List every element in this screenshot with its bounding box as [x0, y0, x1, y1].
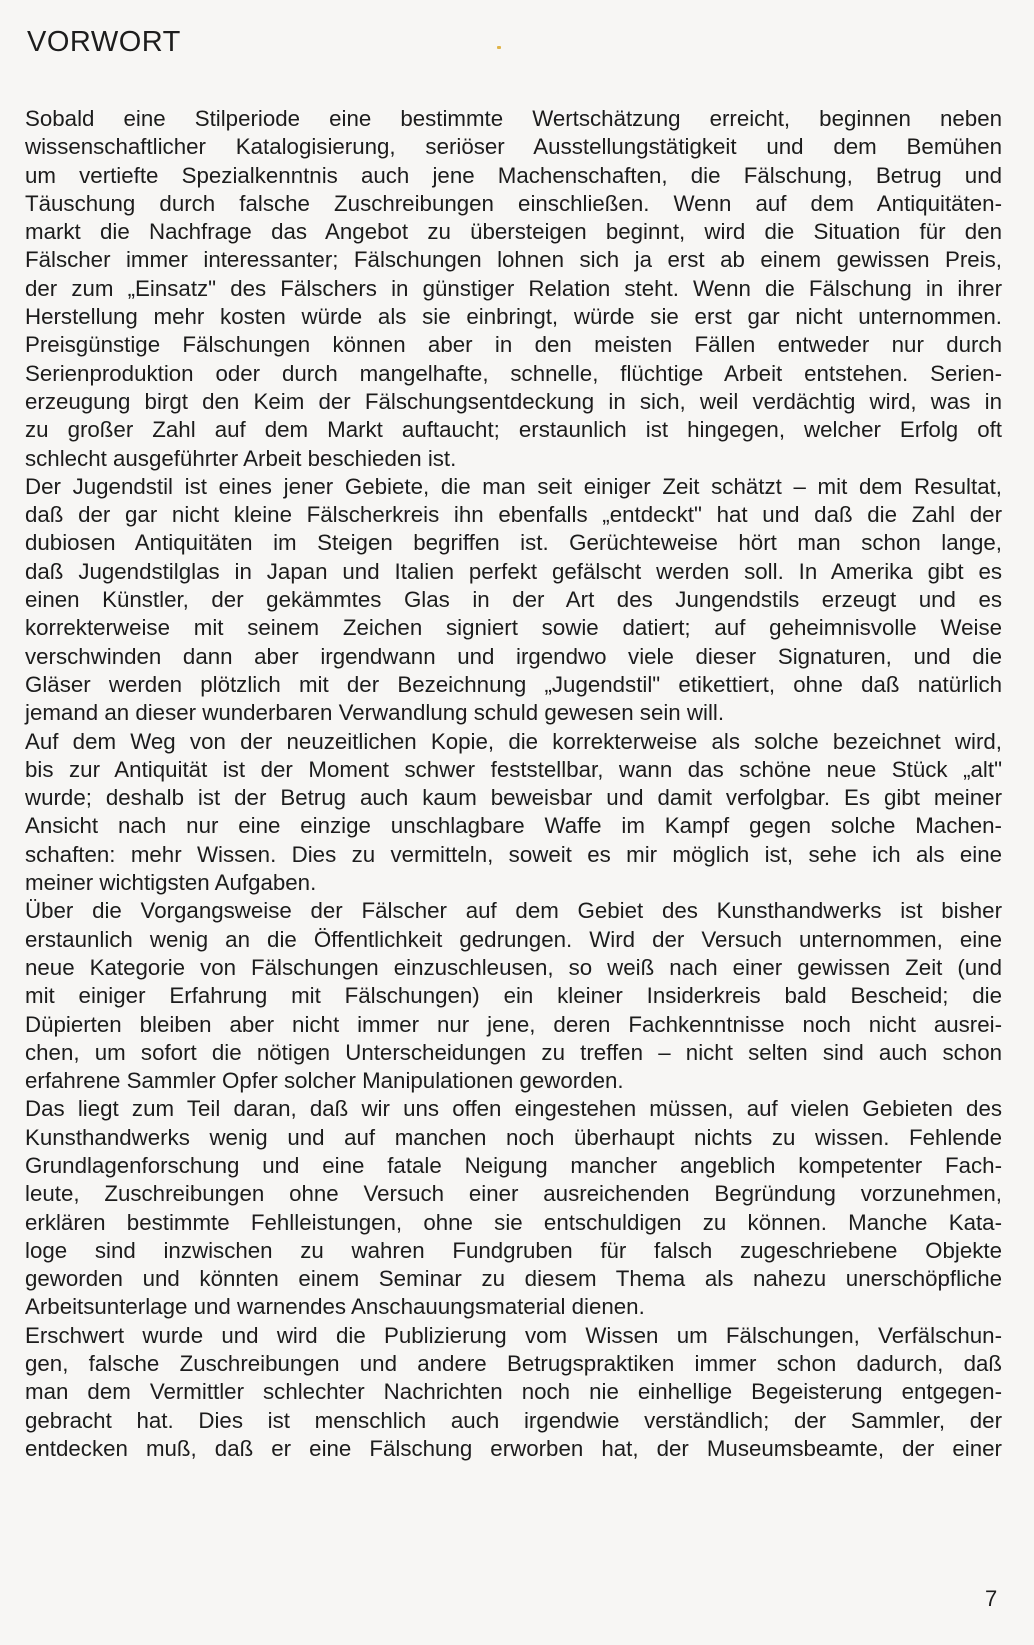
- text-line: Täuschung durch falsche Zuschreibungen einschließen. Wenn auf dem Antiquitäten-: [25, 190, 1002, 216]
- text-line: wurde; deshalb ist der Betrug auch kaum beweisbar und damit verfolgbar. Es gibt meiner: [25, 785, 1002, 811]
- text-line: Auf dem Weg von der neuzeitlichen Kopie, die korrekterweise als solche bezeichnet wird,: [25, 728, 1002, 754]
- text-line: Herstellung mehr kosten würde als sie einbringt, würde sie erst gar nicht unternommen.: [25, 304, 1002, 330]
- text-line: Preisgünstige Fälschungen können aber in den meisten Fällen entweder nur durch: [25, 332, 1002, 358]
- print-speck: [497, 46, 501, 49]
- text-line: bis zur Antiquität ist der Moment schwer feststellbar, wann das schöne neue Stück „alt": [25, 756, 1002, 782]
- text-line: Düpierten bleiben aber nicht immer nur jene, deren Fachkenntnisse noch nicht ausrei-: [25, 1011, 1002, 1037]
- text-line: Serienproduktion oder durch mangelhafte, schnelle, flüchtige Arbeit entstehen. Serien-: [25, 360, 1002, 386]
- text-line: daß Jugendstilglas in Japan und Italien perfekt gefälscht werden soll. In Amerika gibt es: [25, 558, 1002, 584]
- text-line: verschwinden dann aber irgendwann und irgendwo viele dieser Signaturen, und die: [25, 643, 1002, 669]
- text-line: Sobald eine Stilperiode eine bestimmte Wertschätzung erreicht, beginnen neben: [25, 106, 1002, 131]
- text-line: meiner wichtigsten Aufgaben.: [25, 870, 317, 896]
- text-line: Arbeitsunterlage und warnendes Anschauungsmaterial dienen.: [25, 1294, 645, 1320]
- text-line: Erschwert wurde und wird die Publizierung vom Wissen um Fälschungen, Verfälschun-: [25, 1322, 1002, 1348]
- text-line: man dem Vermittler schlechter Nachrichten noch nie einhellige Begeisterung entgegen-: [25, 1379, 1002, 1405]
- text-line: erstaunlich wenig an die Öffentlichkeit gedrungen. Wird der Versuch unternommen, eine: [25, 926, 1002, 952]
- text-line: um vertiefte Spezialkenntnis auch jene Machenschaften, die Fälschung, Betrug und: [25, 162, 1002, 188]
- page-number: 7: [985, 1586, 998, 1611]
- text-line: leute, Zuschreibungen ohne Versuch einer ausreichenden Begründung vorzunehmen,: [25, 1181, 1002, 1207]
- page-title: VORWORT: [27, 26, 181, 58]
- text-line: Grundlagenforschung und eine fatale Neigung mancher angeblich kompetenter Fach-: [25, 1152, 1002, 1178]
- text-line: wissenschaftlicher Katalogisierung, seriöser Ausstellungstätigkeit und dem Bemühen: [25, 134, 1002, 160]
- text-line: daß der gar nicht kleine Fälscherkreis ihn ebenfalls „entdeckt" hat und daß die Zahl der: [25, 502, 1002, 528]
- text-line: neue Kategorie von Fälschungen einzuschleusen, so weiß nach einer gewissen Zeit (und: [25, 954, 1002, 980]
- text-line: entdecken muß, daß er eine Fälschung erworben hat, der Museumsbeamte, der einer: [25, 1435, 1002, 1461]
- text-line: Fälscher immer interessanter; Fälschungen lohnen sich ja erst ab einem gewissen Preis,: [25, 247, 1002, 273]
- text-line: markt die Nachfrage das Angebot zu übersteigen beginnt, wird die Situation für den: [25, 219, 1002, 245]
- text-line: Kunsthandwerks wenig und auf manchen noch überhaupt nichts zu wissen. Fehlende: [25, 1124, 1002, 1150]
- text-line: jemand an dieser wunderbaren Verwandlung schuld gewesen sein will.: [25, 700, 725, 726]
- text-line: schlecht ausgeführter Arbeit beschieden ist.: [25, 445, 457, 471]
- text-line: Über die Vorgangsweise der Fälscher auf dem Gebiet des Kunsthandwerks ist bisher: [25, 898, 1002, 924]
- text-line: mit einiger Erfahrung mit Fälschungen) ein kleiner Insiderkreis bald Bescheid; die: [25, 983, 1002, 1009]
- foreword-body: [25, 105, 1002, 1463]
- text-line: korrekterweise mit seinem Zeichen signiert sowie datiert; auf geheimnisvolle Weise: [25, 615, 1002, 641]
- text-line: geworden und könnten einem Seminar zu diesem Thema als nahezu unerschöpfliche: [25, 1266, 1002, 1292]
- text-line: chen, um sofort die nötigen Unterscheidungen zu treffen – nicht selten sind auch schon: [25, 1039, 1002, 1065]
- text-line: Gläser werden plötzlich mit der Bezeichnung „Jugendstil" etikettiert, ohne daß natürlich: [25, 671, 1002, 697]
- text-line: gen, falsche Zuschreibungen und andere Betrugspraktiken immer schon dadurch, daß: [25, 1351, 1002, 1377]
- text-line: einen Künstler, der gekämmtes Glas in der Art des Jungendstils erzeugt und es: [25, 587, 1002, 613]
- text-line: schaften: mehr Wissen. Dies zu vermitteln, soweit es mir möglich ist, sehe ich als eine: [25, 841, 1002, 867]
- text-line: gebracht hat. Dies ist menschlich auch irgendwie verständlich; der Sammler, der: [25, 1407, 1002, 1433]
- text-line: der zum „Einsatz" des Fälschers in günstiger Relation steht. Wenn die Fälschung in ihrer: [25, 275, 1002, 301]
- text-line: erfahrene Sammler Opfer solcher Manipulationen geworden.: [25, 1068, 624, 1094]
- text-line: erzeugung birgt den Keim der Fälschungsentdeckung in sich, weil verdächtig wird, was in: [25, 388, 1002, 414]
- text-line: Ansicht nach nur eine einzige unschlagbare Waffe im Kampf gegen solche Machen-: [25, 813, 1002, 839]
- text-line: loge sind inzwischen zu wahren Fundgruben für falsch zugeschriebene Objekte: [25, 1237, 1002, 1263]
- text-line: Der Jugendstil ist eines jener Gebiete, die man seit einiger Zeit schätzt – mit dem Resultat,: [25, 473, 1002, 499]
- text-line: Das liegt zum Teil daran, daß wir uns offen eingestehen müssen, auf vielen Gebieten des: [25, 1096, 1002, 1122]
- text-line: zu großer Zahl auf dem Markt auftaucht; erstaunlich ist hingegen, welcher Erfolg oft: [25, 417, 1002, 443]
- text-line: dubiosen Antiquitäten im Steigen begriffen ist. Gerüchteweise hört man schon lange,: [25, 530, 1002, 556]
- text-line: erklären bestimmte Fehlleistungen, ohne sie entschuldigen zu können. Manche Kata-: [25, 1209, 1002, 1235]
